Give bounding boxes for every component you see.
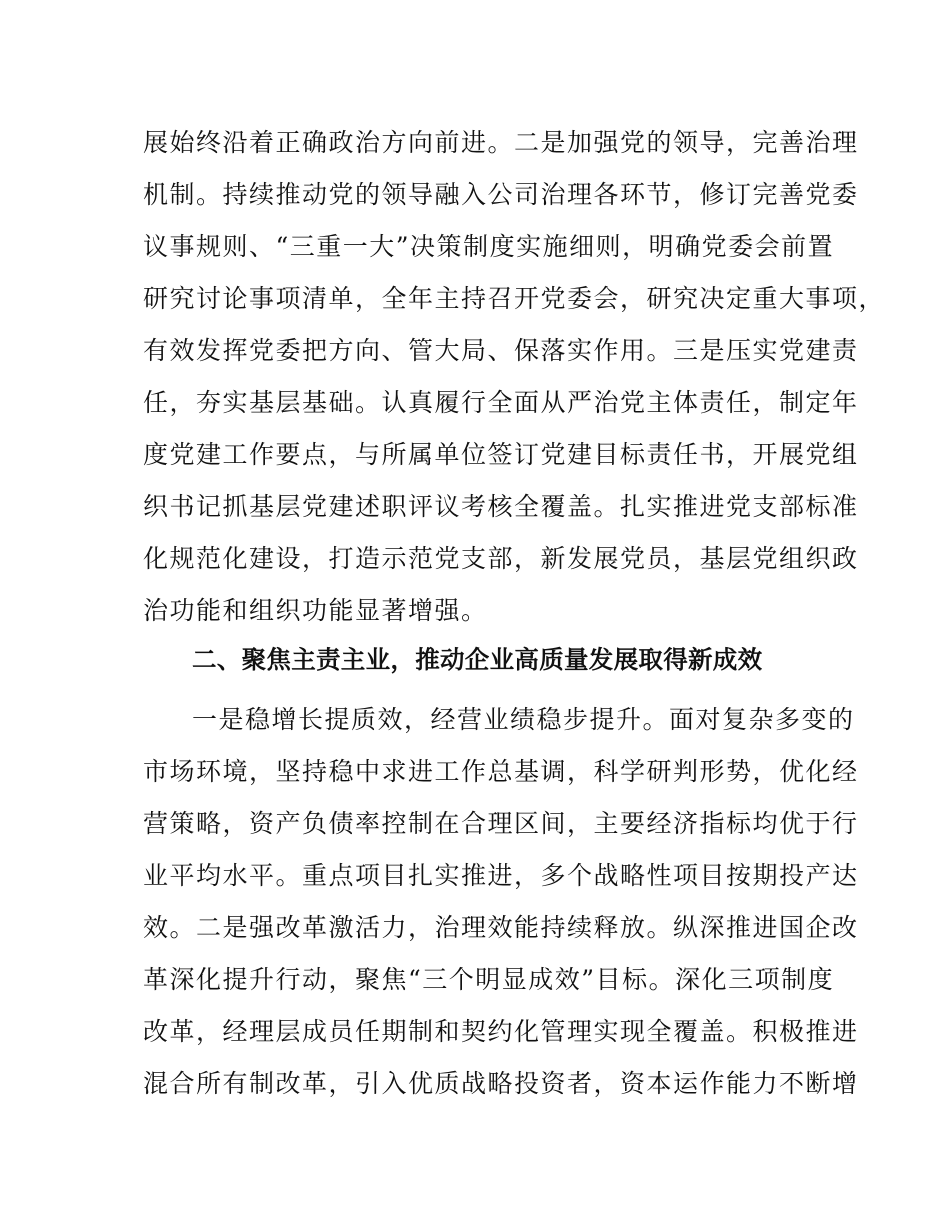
text-line: 革深化提升行动，聚焦“三个明显成效”目标。深化三项制度 xyxy=(143,965,835,994)
text-line: 业平均水平。重点项目扎实推进，多个战略性项目按期投产达 xyxy=(143,861,859,890)
text-line: 机制。持续推动党的领导融入公司治理各环节，修订完善党委 xyxy=(143,180,859,209)
text-line: 展始终沿着正确政治方向前进。二是加强党的领导，完善治理 xyxy=(143,128,859,157)
text-line: 议事规则、“三重一大”决策制度实施细则，明确党委会前置 xyxy=(143,232,835,261)
text-line: 一是稳增长提质效，经营业绩稳步提升。面对复杂多变的 xyxy=(192,705,855,734)
text-line: 混合所有制改革，引入优质战略投资者，资本运作能力不断增 xyxy=(143,1069,859,1098)
text-line: 度党建工作要点，与所属单位签订党建目标责任书，开展党组 xyxy=(143,440,859,469)
text-line: 营策略，资产负债率控制在合理区间，主要经济指标均优于行 xyxy=(143,809,859,838)
text-line: 市场环境，坚持稳中求进工作总基调，科学研判形势，优化经 xyxy=(143,757,859,786)
text-line: 有效发挥党委把方向、管大局、保落实作用。三是压实党建责 xyxy=(143,336,859,365)
text-line: 改革，经理层成员任期制和契约化管理实现全覆盖。积极推进 xyxy=(143,1017,859,1046)
text-line: 效。二是强改革激活力，治理效能持续释放。纵深推进国企改 xyxy=(143,913,859,942)
text-line: 治功能和组织功能显著增强。 xyxy=(143,596,488,625)
text-line: 化规范化建设，打造示范党支部，新发展党员，基层党组织政 xyxy=(143,544,859,573)
text-line: 研究讨论事项清单，全年主持召开党委会，研究决定重大事项， xyxy=(143,284,886,313)
text-line: 任，夯实基层基础。认真履行全面从严治党主体责任，制定年 xyxy=(143,388,859,417)
section-heading: 二、聚焦主责主业，推动企业高质量发展取得新成效 xyxy=(192,645,763,674)
text-line: 织书记抓基层党建述职评议考核全覆盖。扎实推进党支部标准 xyxy=(143,492,859,521)
